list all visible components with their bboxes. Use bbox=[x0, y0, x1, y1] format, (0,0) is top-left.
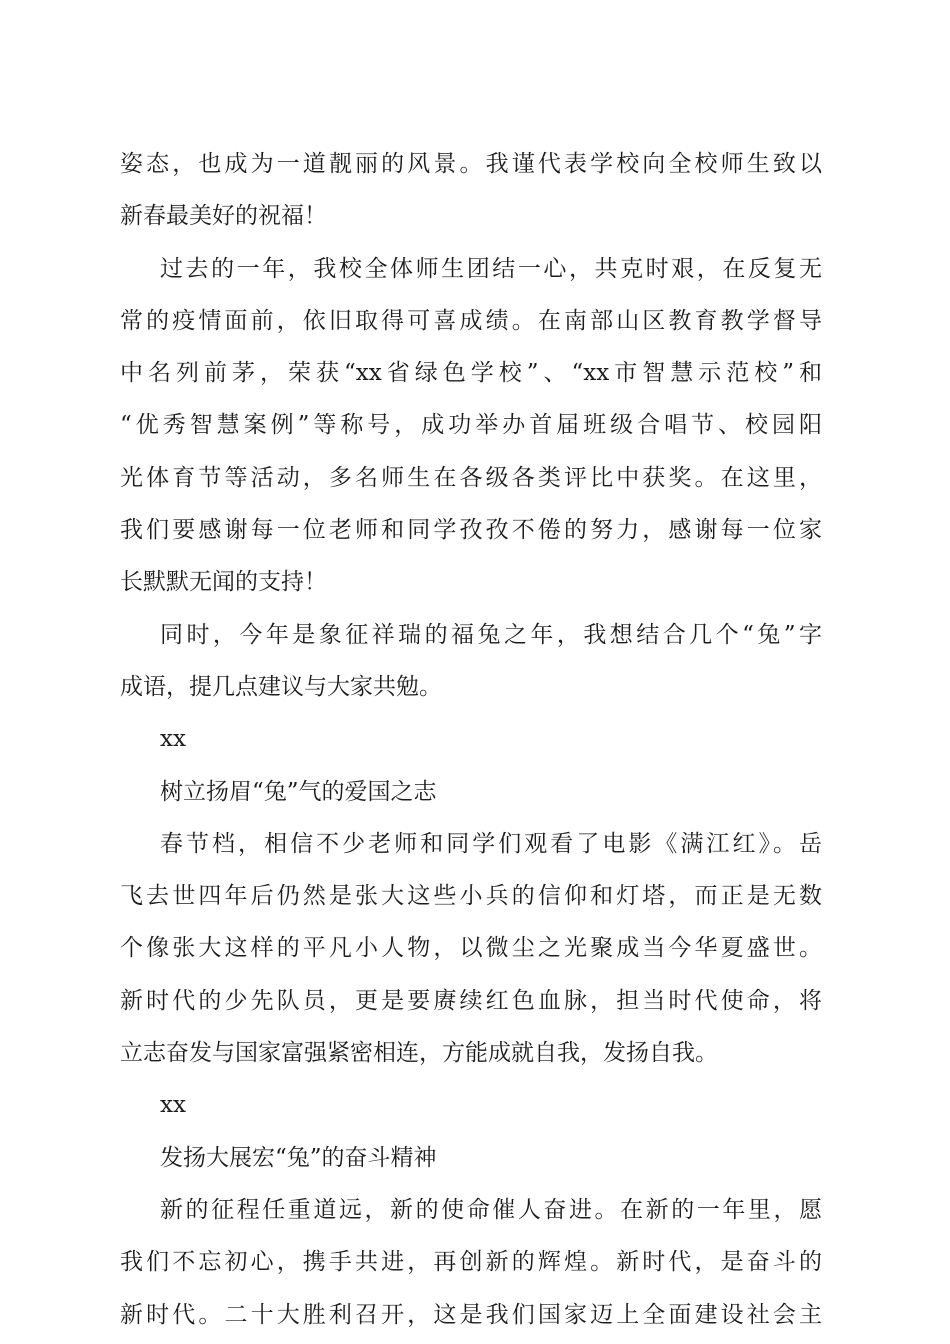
text-line: 个像张大这样的平凡小人物，以微尘之光聚成当今华夏盛世。 bbox=[120, 935, 822, 962]
text-line: xx bbox=[160, 726, 186, 753]
text-line: 光体育节等活动，多名师生在各级各类评比中获奖。在这里， bbox=[120, 464, 822, 491]
text-line: 姿态，也成为一道靓丽的风景。我谨代表学校向全校师生致以 bbox=[120, 151, 822, 177]
text-line: 中名列前茅，荣获“xx省绿色学校”、“xx市智慧示范校”和 bbox=[120, 360, 822, 387]
text-line: 新春最美好的祝福！ bbox=[120, 203, 327, 230]
text-line: 我们要感谢每一位老师和同学孜孜不倦的努力，感谢每一位家 bbox=[120, 517, 822, 544]
text-line: 常的疫情面前，依旧取得可喜成绩。在南部山区教育教学督导 bbox=[120, 307, 822, 334]
text-line: 树立扬眉“兔”气的爱国之志 bbox=[160, 778, 437, 805]
text-line: 同时，今年是象征祥瑞的福兔之年，我想结合几个“兔”字 bbox=[160, 621, 822, 648]
text-line: 长默默无闻的支持！ bbox=[120, 569, 327, 596]
text-line: 我们不忘初心，携手共进，再创新的辉煌。新时代，是奋斗的 bbox=[120, 1249, 822, 1276]
text-line: 飞去世四年后仍然是张大这些小兵的信仰和灯塔，而正是无数 bbox=[120, 883, 822, 910]
text-line: 成语，提几点建议与大家共勉。 bbox=[120, 673, 442, 700]
text-line: 新时代的少先队员，更是要赓续红色血脉，担当时代使命，将 bbox=[120, 987, 822, 1014]
text-line: 发扬大展宏“兔”的奋斗精神 bbox=[160, 1144, 437, 1171]
text-line: xx bbox=[160, 1092, 186, 1119]
text-line: 过去的一年，我校全体师生团结一心，共克时艰，在反复无 bbox=[160, 255, 822, 282]
text-line: 立志奋发与国家富强紧密相连，方能成就自我，发扬自我。 bbox=[120, 1040, 718, 1067]
text-line: “优秀智慧案例”等称号，成功举办首届班级合唱节、校园阳 bbox=[120, 412, 822, 439]
text-line: 新时代。二十大胜利召开，这是我们国家迈上全面建设社会主 bbox=[120, 1301, 822, 1328]
text-line: 春节档，相信不少老师和同学们观看了电影《满江红》。岳 bbox=[160, 830, 822, 857]
document-body bbox=[120, 138, 822, 1341]
text-line: 新的征程任重道远，新的使命催人奋进。在新的一年里，愿 bbox=[160, 1196, 822, 1223]
